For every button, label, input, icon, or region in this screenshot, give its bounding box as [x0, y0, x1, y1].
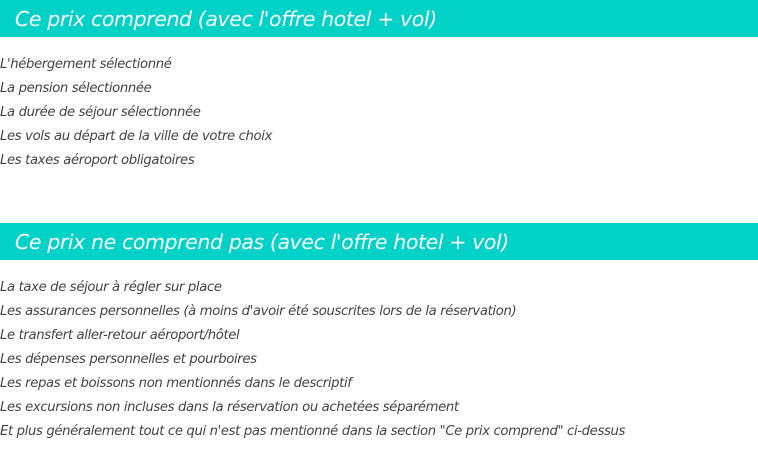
included-title: Ce prix comprend (avec l'offre hotel + vol) — [15, 6, 437, 31]
included-section — [0, 0, 758, 168]
excluded-item: Le transfert aller-retour aéroport/hôtel — [0, 328, 240, 343]
excluded-list — [0, 276, 625, 444]
excluded-item: Et plus généralement tout ce qui n'est pas mentionné dans la section "Ce prix comprend" ci-dessus — [0, 424, 626, 439]
excluded-title: Ce prix ne comprend pas (avec l'offre hotel + vol) — [15, 229, 509, 254]
included-item: L'hébergement sélectionné — [0, 57, 172, 72]
excluded-item: Les repas et boissons non mentionnés dans le descriptif — [0, 376, 352, 391]
included-item: La durée de séjour sélectionnée — [0, 105, 201, 120]
included-list — [0, 53, 272, 173]
included-header-banner — [0, 0, 758, 37]
included-item: La pension sélectionnée — [0, 81, 152, 96]
excluded-item: Les assurances personnelles (à moins d'avoir été souscrites lors de la réservation) — [0, 304, 517, 319]
excluded-section — [0, 223, 758, 439]
excluded-header-banner — [0, 223, 758, 260]
excluded-item: Les dépenses personnelles et pourboires — [0, 352, 257, 367]
excluded-item: Les excursions non incluses dans la réservation ou achetées séparément — [0, 400, 459, 415]
included-item: Les vols au départ de la ville de votre choix — [0, 129, 273, 144]
included-item: Les taxes aéroport obligatoires — [0, 153, 195, 168]
excluded-item: La taxe de séjour à régler sur place — [0, 280, 222, 295]
